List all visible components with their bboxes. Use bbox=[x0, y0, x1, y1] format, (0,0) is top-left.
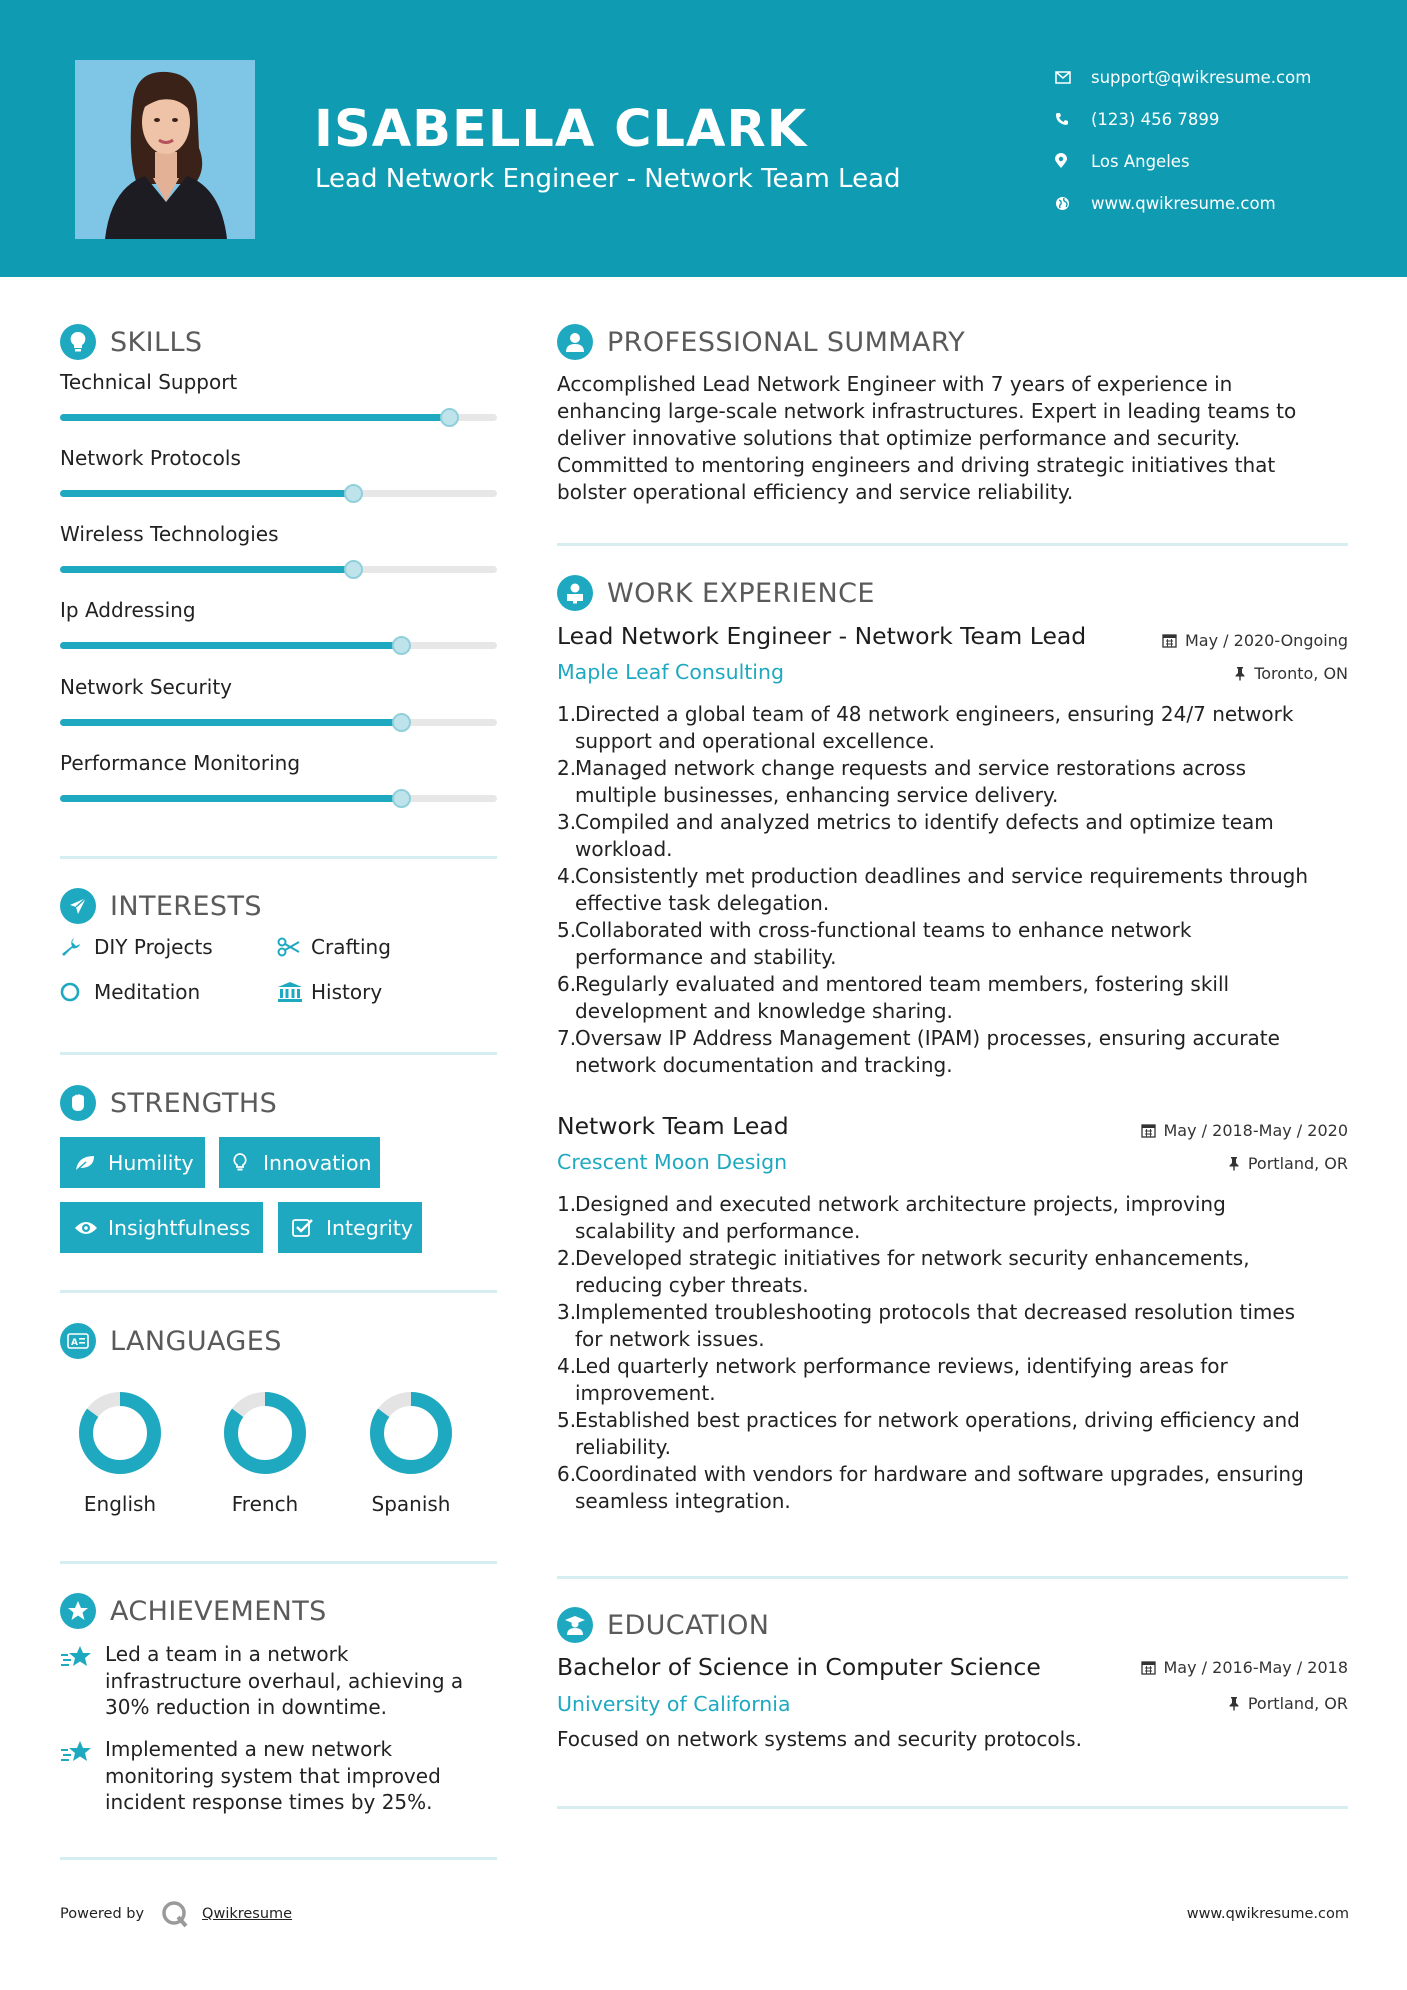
section-divider bbox=[60, 856, 497, 859]
job-bullets bbox=[557, 1191, 1357, 1515]
paper-plane-icon bbox=[60, 888, 96, 924]
lightbulb-icon bbox=[60, 324, 96, 360]
section-divider bbox=[557, 1576, 1348, 1579]
phone-icon bbox=[1055, 112, 1091, 126]
strength-tag: Innovation bbox=[219, 1137, 380, 1188]
job-dates: May / 2020-Ongoing bbox=[1162, 631, 1348, 650]
language-item bbox=[55, 1388, 185, 1516]
contact-website[interactable] bbox=[1055, 182, 1385, 224]
calendar-icon bbox=[1141, 1123, 1156, 1138]
summary-heading: PROFESSIONAL SUMMARY bbox=[557, 324, 965, 360]
list-item: 1. Directed a global team of 48 network engineers, ensuring 24/7 network support and operational excellence. bbox=[557, 702, 1294, 753]
skill-fill bbox=[60, 642, 401, 649]
list-item: 4. Led quarterly network performance reviews, identifying areas for improvement. bbox=[557, 1354, 1228, 1405]
skill-bar bbox=[60, 795, 497, 802]
contact-location bbox=[1055, 140, 1385, 182]
contact-location-text: Los Angeles bbox=[1091, 151, 1190, 171]
job-title: Network Team Lead bbox=[557, 1112, 789, 1140]
shooting-star-icon bbox=[60, 1641, 105, 1721]
achievement-item: Implemented a new network monitoring system that improved incident response times by 25%. bbox=[60, 1736, 497, 1816]
skill-knob bbox=[392, 713, 411, 732]
scissors-icon bbox=[277, 937, 311, 957]
section-divider bbox=[557, 1806, 1348, 1809]
section-divider bbox=[60, 1052, 497, 1055]
achievements-heading: ACHIEVEMENTS bbox=[60, 1593, 327, 1629]
shooting-star-icon bbox=[60, 1736, 105, 1816]
list-item: 6. Coordinated with vendors for hardware and software upgrades, ensuring seamless integration. bbox=[557, 1462, 1304, 1513]
skills-heading: SKILLS bbox=[60, 324, 202, 360]
qwikresume-link[interactable]: Qwikresume bbox=[202, 1906, 293, 1922]
list-item: 1. Designed and executed network architecture projects, improving scalability and performance. bbox=[557, 1192, 1226, 1243]
section-divider bbox=[60, 1561, 497, 1564]
skill-name: Network Security bbox=[60, 675, 232, 699]
circle-icon bbox=[60, 981, 94, 1003]
list-item: 5. Established best practices for network operations, driving efficiency and reliability. bbox=[557, 1408, 1300, 1459]
education-heading: EDUCATION bbox=[557, 1607, 769, 1643]
language-donut bbox=[75, 1388, 165, 1478]
language-label: Spanish bbox=[371, 1492, 451, 1516]
contact-list bbox=[1055, 56, 1385, 224]
graduate-icon bbox=[557, 1607, 593, 1643]
skill-item bbox=[60, 522, 497, 573]
leaf-icon bbox=[74, 1154, 108, 1172]
skill-name: Wireless Technologies bbox=[60, 522, 279, 546]
pushpin-icon bbox=[1228, 1696, 1240, 1711]
contact-website-text: www.qwikresume.com bbox=[1091, 193, 1276, 213]
language-donut bbox=[220, 1388, 310, 1478]
language-donut bbox=[366, 1388, 456, 1478]
list-item: 5. Collaborated with cross-functional teams to enhance network performance and stability. bbox=[557, 918, 1192, 969]
company-name: Maple Leaf Consulting bbox=[557, 660, 785, 684]
education-dates: May / 2016-May / 2018 bbox=[1141, 1658, 1349, 1677]
job-dates: May / 2018-May / 2020 bbox=[1141, 1121, 1349, 1140]
job-location: Portland, OR bbox=[1228, 1154, 1348, 1173]
job-title: Lead Network Engineer - Network Team Lead bbox=[557, 622, 1087, 650]
institution-icon bbox=[277, 981, 311, 1003]
section-divider bbox=[60, 1857, 497, 1860]
skill-bar bbox=[60, 490, 497, 497]
contact-email[interactable] bbox=[1055, 56, 1385, 98]
education-location: Portland, OR bbox=[1228, 1694, 1348, 1713]
svg-text:A: A bbox=[71, 1338, 78, 1348]
interests-heading: INTERESTS bbox=[60, 888, 262, 924]
school-name: University of California bbox=[557, 1692, 791, 1716]
profile-photo bbox=[75, 60, 255, 239]
globe-icon bbox=[1055, 196, 1091, 211]
skill-knob bbox=[392, 636, 411, 655]
resume-header bbox=[0, 0, 1407, 277]
contact-phone-text: (123) 456 7899 bbox=[1091, 109, 1220, 129]
skill-bar bbox=[60, 719, 497, 726]
languages-heading: A LANGUAGES bbox=[60, 1323, 282, 1359]
skill-fill bbox=[60, 795, 401, 802]
summary-text: Accomplished Lead Network Engineer with 7 years of experience in enhancing large-scale network infrastructures. Expert in leading teams to deliver innovative solutions that optimize performance and security. Committed to mentoring engineers and driving strategic initiatives that bolster operational efficiency and service reliability. bbox=[557, 372, 1297, 504]
skill-bar bbox=[60, 642, 497, 649]
interest-item: Crafting bbox=[277, 935, 391, 959]
calendar-icon bbox=[1141, 1660, 1156, 1675]
section-divider bbox=[557, 543, 1348, 546]
language-label: English bbox=[83, 1492, 157, 1516]
check-square-icon bbox=[292, 1218, 326, 1238]
user-icon bbox=[557, 324, 593, 360]
candidate-name: ISABELLA CLARK bbox=[314, 100, 808, 159]
education-description: Focused on network systems and security protocols. bbox=[557, 1727, 1082, 1751]
candidate-title: Lead Network Engineer - Network Team Lead bbox=[315, 164, 901, 194]
list-item: 7. Oversaw IP Address Management (IPAM) processes, ensuring accurate network documentation and tracking. bbox=[557, 1026, 1280, 1077]
skill-knob bbox=[344, 560, 363, 579]
skill-fill bbox=[60, 566, 353, 573]
skill-item bbox=[60, 370, 497, 421]
job-bullets bbox=[557, 701, 1357, 1079]
lightbulb-icon bbox=[233, 1153, 263, 1173]
wrench-icon bbox=[60, 936, 94, 958]
language-item bbox=[346, 1388, 476, 1516]
skill-fill bbox=[60, 414, 449, 421]
language-label: French bbox=[231, 1492, 299, 1516]
powered-by: Powered by Qwikresume bbox=[60, 1899, 292, 1929]
company-name: Crescent Moon Design bbox=[557, 1150, 788, 1174]
interest-item: History bbox=[277, 980, 382, 1004]
calendar-icon bbox=[1162, 633, 1177, 648]
job-location: Toronto, ON bbox=[1234, 664, 1348, 683]
strength-tag: Integrity bbox=[278, 1202, 422, 1253]
list-item: 2. Developed strategic initiatives for network security enhancements, reducing cyber threats. bbox=[557, 1246, 1250, 1297]
section-divider bbox=[60, 1290, 497, 1293]
briefcase-user-icon bbox=[557, 575, 593, 611]
strength-tag: Insightfulness bbox=[60, 1202, 263, 1253]
degree-title: Bachelor of Science in Computer Science bbox=[557, 1653, 1041, 1681]
skill-bar bbox=[60, 566, 497, 573]
footer-website-link[interactable]: www.qwikresume.com bbox=[1186, 1906, 1349, 1922]
achievement-item: Led a team in a network infrastructure overhaul, achieving a 30% reduction in downtime. bbox=[60, 1641, 497, 1721]
star-icon bbox=[60, 1593, 96, 1629]
contact-email-text: support@qwikresume.com bbox=[1091, 67, 1312, 87]
experience-heading: WORK EXPERIENCE bbox=[557, 575, 875, 611]
map-pin-icon bbox=[1055, 153, 1091, 169]
skill-name: Technical Support bbox=[60, 370, 238, 394]
list-item: 6. Regularly evaluated and mentored team members, fostering skill development and knowledge sharing. bbox=[557, 972, 1230, 1023]
skill-name: Network Protocols bbox=[60, 446, 241, 470]
qwikresume-logo-icon bbox=[160, 1899, 190, 1929]
interest-item: DIY Projects bbox=[60, 935, 213, 959]
envelope-icon bbox=[1055, 71, 1091, 84]
strengths-heading: STRENGTHS bbox=[60, 1085, 277, 1121]
skill-bar bbox=[60, 414, 497, 421]
contact-phone[interactable] bbox=[1055, 98, 1385, 140]
skill-knob bbox=[344, 484, 363, 503]
skill-item bbox=[60, 675, 497, 726]
list-item: 3. Compiled and analyzed metrics to identify defects and optimize team workload. bbox=[557, 810, 1274, 861]
skill-knob bbox=[440, 408, 459, 427]
language-item bbox=[200, 1388, 330, 1516]
skill-item bbox=[60, 751, 497, 802]
skill-item bbox=[60, 446, 497, 497]
pushpin-icon bbox=[1234, 666, 1246, 681]
skill-item bbox=[60, 598, 497, 649]
skill-knob bbox=[392, 789, 411, 808]
skill-fill bbox=[60, 490, 353, 497]
skill-name: Performance Monitoring bbox=[60, 751, 301, 775]
list-item: 2. Managed network change requests and service restorations across multiple businesses, enhancing service delivery. bbox=[557, 756, 1247, 807]
interest-item: Meditation bbox=[60, 980, 200, 1004]
list-item: 3. Implemented troubleshooting protocols that decreased resolution times for network issues. bbox=[557, 1300, 1296, 1351]
eye-icon bbox=[74, 1220, 108, 1236]
language-icon bbox=[60, 1323, 96, 1359]
strength-tag: Humility bbox=[60, 1137, 205, 1188]
list-item: 4. Consistently met production deadlines and service requirements through effective task delegation. bbox=[557, 864, 1308, 915]
skill-fill bbox=[60, 719, 401, 726]
skill-name: Ip Addressing bbox=[60, 598, 196, 622]
fist-icon bbox=[60, 1085, 96, 1121]
pushpin-icon bbox=[1228, 1156, 1240, 1171]
